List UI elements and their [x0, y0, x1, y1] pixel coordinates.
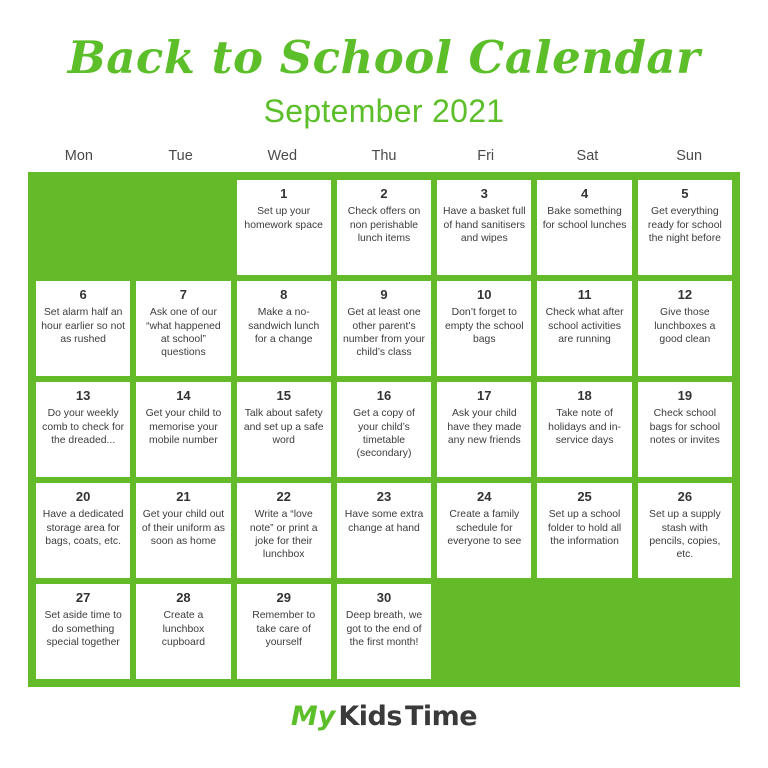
day-task-text: Get at least one other parent’s number from your child’s class	[342, 307, 425, 359]
day-number: 1	[280, 186, 288, 202]
day-task-text: Create a lunchbox cupboard	[161, 610, 206, 648]
day-number: 28	[176, 590, 191, 606]
day-task-text: Set up a supply stash with pencils, copies, etc.	[649, 509, 721, 561]
calendar-day-cell[interactable]	[237, 584, 331, 679]
weekday-label: Mon	[64, 148, 93, 165]
day-number: 24	[477, 489, 492, 505]
calendar-day-cell[interactable]	[36, 483, 130, 578]
calendar-day-cell[interactable]	[136, 382, 230, 477]
day-number: 8	[280, 287, 288, 303]
calendar-day-cell[interactable]	[537, 180, 631, 275]
day-number: 16	[376, 388, 392, 404]
weekday-label: Sat	[576, 148, 599, 165]
calendar-day-cell[interactable]	[36, 281, 130, 376]
day-number: 17	[477, 388, 492, 404]
day-task-text: Have some extra change at hand	[344, 509, 424, 534]
day-task-text: Give those lunchboxes a good clean	[654, 307, 716, 345]
day-task-text: Create a family schedule for everyone to see	[447, 509, 522, 547]
logo-kids-text: Kids	[338, 701, 402, 733]
day-number: 12	[677, 287, 693, 303]
day-task-text: Have a dedicated storage area for bags, coats, etc.	[42, 509, 124, 547]
calendar-day-cell[interactable]	[337, 180, 431, 275]
day-number: 9	[380, 287, 388, 303]
day-number: 23	[376, 489, 392, 505]
day-number: 7	[179, 287, 188, 303]
day-task-text: Talk about safety and set up a safe word	[243, 408, 324, 446]
calendar-day-cell[interactable]	[237, 281, 331, 376]
day-number: 15	[276, 388, 291, 404]
day-task-text: Set alarm half an hour earlier so not as rushed	[41, 307, 126, 345]
day-task-text: Get your child to memorise your mobile number	[145, 408, 222, 446]
day-task-text: Check school bags for school notes or invites	[649, 408, 721, 446]
weekday-label: Fri	[477, 148, 495, 165]
calendar-day-cell[interactable]	[638, 483, 732, 578]
day-task-text: Get everything ready for school the night before	[647, 206, 722, 244]
calendar-day-cell[interactable]	[36, 584, 130, 679]
page-title: Back to School Calendar	[67, 31, 701, 84]
day-number: 14	[176, 388, 191, 404]
calendar-day-cell[interactable]	[136, 281, 230, 376]
day-number: 21	[176, 489, 191, 505]
day-task-text: Get a copy of your child’s timetable (secondary)	[353, 408, 415, 460]
calendar-day-cell[interactable]	[337, 382, 431, 477]
day-number: 2	[380, 186, 388, 202]
calendar-grid	[28, 172, 740, 687]
day-number: 4	[580, 186, 589, 202]
calendar-day-cell[interactable]	[36, 382, 130, 477]
calendar-day-cell[interactable]	[237, 382, 331, 477]
weekday-label: Wed	[267, 148, 298, 165]
calendar-day-cell[interactable]	[437, 180, 531, 275]
brand-logo	[0, 701, 768, 732]
day-task-text: Get your child out of their uniform as soon as home	[141, 509, 225, 547]
day-task-text: Check what after school activities are running	[545, 307, 624, 345]
calendar-cell-empty	[36, 180, 130, 275]
logo-time-text: Time	[404, 701, 478, 733]
day-number: 30	[376, 590, 392, 606]
calendar-day-cell[interactable]	[437, 281, 531, 376]
day-number: 29	[276, 590, 291, 606]
day-task-text: Set up a school folder to hold all the information	[547, 509, 622, 547]
day-number: 27	[75, 590, 91, 606]
day-number: 20	[75, 489, 91, 505]
day-task-text: Do your weekly comb to check for the dreaded...	[42, 408, 125, 446]
day-task-text: Make a no-sandwich lunch for a change	[248, 307, 320, 345]
day-task-text: Don’t forget to empty the school bags	[445, 307, 524, 345]
day-number: 25	[577, 489, 592, 505]
calendar-day-cell[interactable]	[638, 180, 732, 275]
day-task-text: Set aside time to do something special together	[44, 610, 122, 648]
day-number: 5	[681, 186, 689, 202]
page-subtitle: September 2021	[263, 93, 505, 130]
calendar-day-cell[interactable]	[237, 483, 331, 578]
logo-my-text: My	[290, 701, 336, 733]
weekday-label: Sun	[676, 148, 703, 165]
calendar-cell-empty	[638, 584, 732, 679]
day-task-text: Deep breath, we got to the end of the first month!	[345, 610, 423, 648]
calendar-day-cell[interactable]	[638, 281, 732, 376]
day-task-text: Bake something for school lunches	[542, 206, 627, 231]
calendar-day-cell[interactable]	[638, 382, 732, 477]
calendar-day-cell[interactable]	[136, 483, 230, 578]
calendar-day-cell[interactable]	[337, 584, 431, 679]
calendar-day-cell[interactable]	[537, 382, 631, 477]
day-number: 19	[677, 388, 693, 404]
day-number: 13	[75, 388, 91, 404]
day-task-text: Ask one of our “what happened at school” questions	[146, 307, 221, 359]
calendar-day-cell[interactable]	[237, 180, 331, 275]
day-number: 6	[79, 287, 87, 303]
calendar-day-cell[interactable]	[437, 382, 531, 477]
day-number: 26	[677, 489, 693, 505]
day-task-text: Take note of holidays and in-service days	[548, 408, 621, 446]
day-task-text: Ask your child have they made any new friends	[447, 408, 522, 446]
day-task-text: Have a basket full of hand sanitisers and wipes	[442, 206, 526, 244]
day-task-text: Write a “love note” or print a joke for their lunchbox	[249, 509, 318, 561]
calendar-cell-empty	[537, 584, 631, 679]
calendar-day-cell[interactable]	[537, 281, 631, 376]
weekday-label: Tue	[168, 148, 193, 165]
day-number: 22	[276, 489, 291, 505]
calendar-day-cell[interactable]	[437, 483, 531, 578]
day-number: 10	[477, 287, 492, 303]
calendar-cell-empty	[136, 180, 230, 275]
calendar-day-cell[interactable]	[537, 483, 631, 578]
calendar-day-cell[interactable]	[136, 584, 230, 679]
day-number: 18	[577, 388, 592, 404]
day-number: 11	[577, 287, 592, 303]
calendar-day-cell[interactable]	[337, 483, 431, 578]
calendar-cell-empty	[437, 584, 531, 679]
calendar-day-cell[interactable]	[337, 281, 431, 376]
weekday-label: Thu	[371, 148, 397, 165]
day-task-text: Check offers on non perishable lunch items	[347, 206, 421, 244]
day-task-text: Remember to take care of yourself	[252, 610, 316, 648]
day-number: 3	[480, 186, 488, 202]
day-task-text: Set up your homework space	[244, 206, 323, 231]
weekday-header-row	[28, 148, 740, 164]
